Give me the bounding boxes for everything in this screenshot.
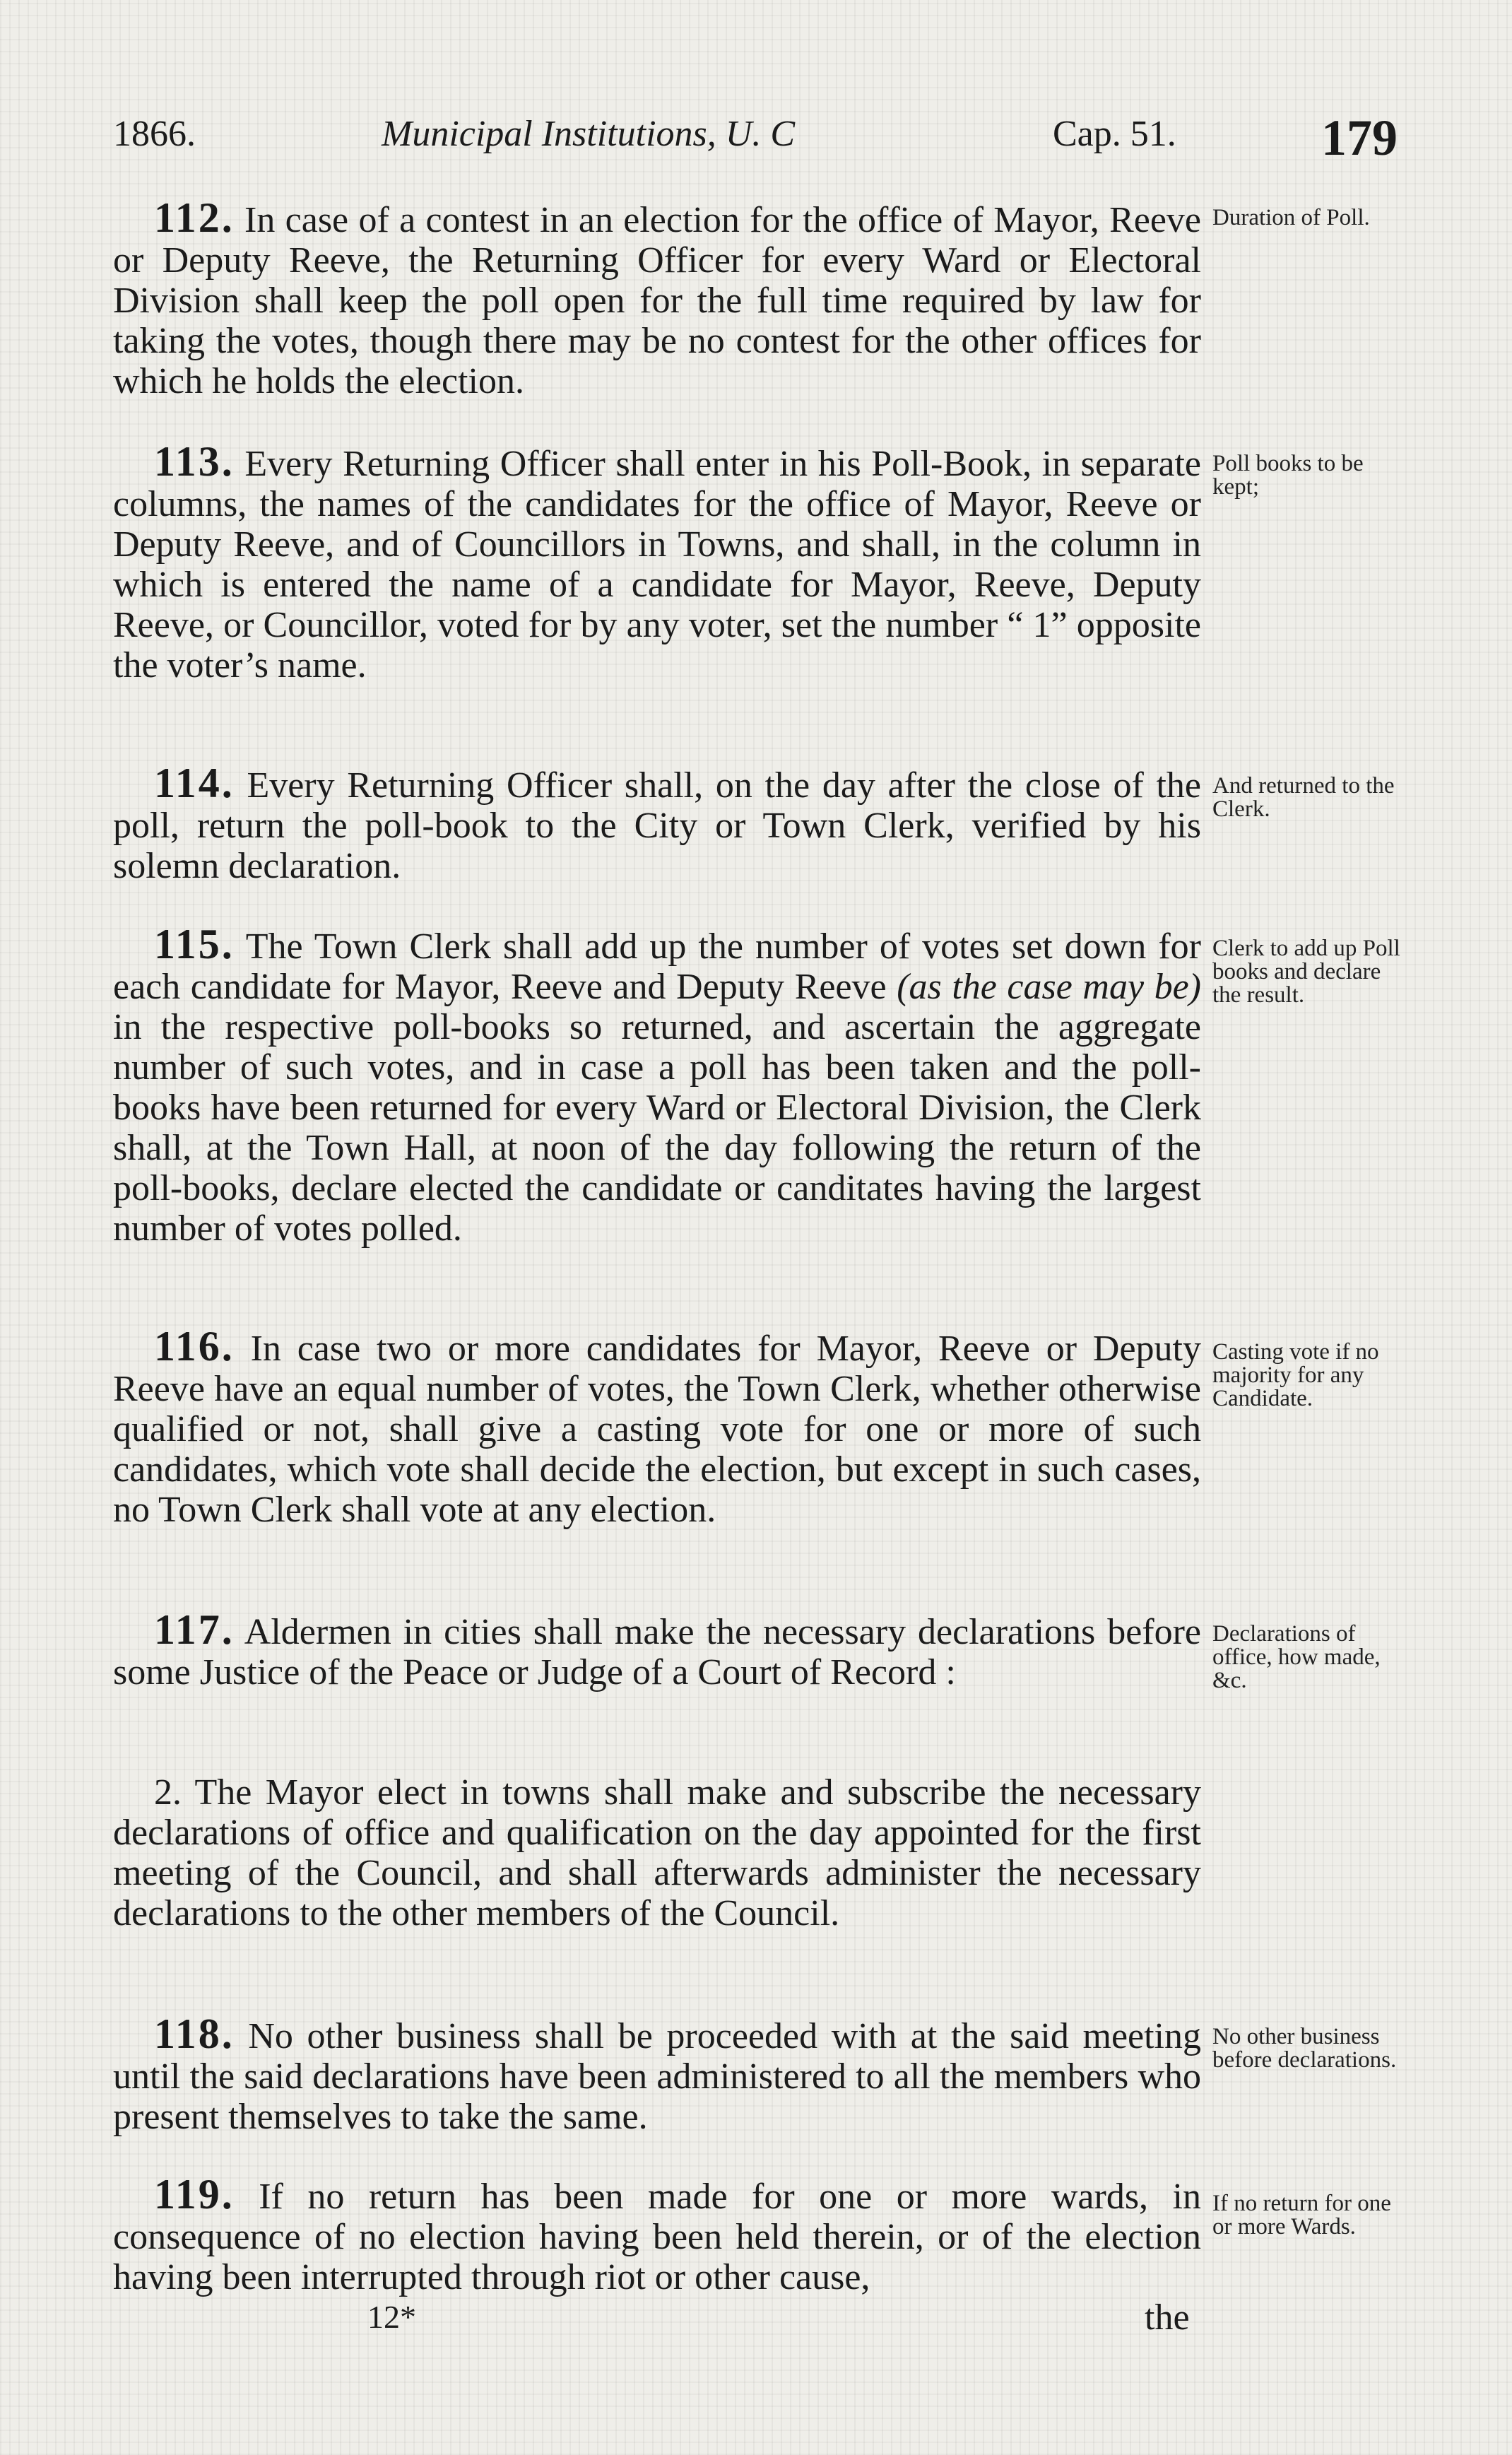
section-116 — [113, 1323, 1201, 1530]
header-title: Municipal Institutions, U. C — [382, 114, 795, 154]
section-number: 118. — [154, 2010, 235, 2057]
header-year: 1866. — [113, 114, 196, 154]
section-text: in the respective poll-books so returned, and ascertain the aggregate number of such votes, and in case a poll has been taken and the poll-books have been returned for every Ward or Electoral Division, the Clerk shall, at the Town Hall, at noon of the day following the return of the poll-books, declare elected the candidate or canditates having the largest number of votes polled. — [113, 1007, 1201, 1249]
signature-mark: 12* — [367, 2299, 416, 2335]
section-117 — [113, 1606, 1201, 1692]
page-number: 179 — [1321, 110, 1398, 166]
section-text: If no return has been made for one or more wards, in consequence of no election having been held therein, or of the election having been interrupted through riot or other cause, — [113, 2177, 1201, 2297]
margin-note-116: Casting vote if no majority for any Candidate. — [1212, 1339, 1379, 1411]
section-text: Every Returning Officer shall, on the day after the close of the poll, return the poll-book to the City or Town Clerk, verified by his solemn declaration. — [113, 765, 1202, 886]
margin-note-115: Clerk to add up Poll books and declare the result. — [1212, 936, 1400, 1008]
margin-note-119: If no return for one or more Wards. — [1212, 2191, 1391, 2239]
section-text: 2. The Mayor elect in towns shall make and subscribe the necessary declarations of office and qualification on the day appointed for the first meeting of the Council, and shall afterwards administer the necessary declarations to the other members of the Council. — [113, 1772, 1201, 1933]
section-text: In case two or more candidates for Mayor, Reeve or Deputy Reeve have an equal number of votes, the Town Clerk, whether otherwise qualified or not, shall give a casting vote for one or more of such candidates, which vote shall decide the election, but except in such cases, no Town Clerk shall vote at any election. — [113, 1329, 1201, 1530]
margin-note-114: And returned to the Clerk. — [1212, 773, 1395, 822]
margin-note-118: No other business before declarations. — [1212, 2024, 1397, 2073]
running-header — [113, 110, 1399, 170]
margin-note-112: Duration of Poll. — [1212, 205, 1370, 230]
section-number: 119. — [154, 2171, 235, 2218]
margin-note-113: Poll books to be kept; — [1212, 451, 1364, 500]
header-chapter: Cap. 51. — [1053, 114, 1176, 154]
catchword: the — [1145, 2297, 1190, 2338]
section-text: Aldermen in cities shall make the necessary declarations before some Justice of the Peace or Judge of a Court of Record : — [113, 1612, 1201, 1692]
section-115 — [113, 921, 1202, 1249]
section-text: In case of a contest in an election for the office of Mayor, Reeve or Deputy Reeve, the Returning Officer for every Ward or Electoral Division shall keep the poll open for the full time required by law for taking the votes, though there may be no contest for the other offices for which he holds the election. — [113, 200, 1202, 401]
section-number: 116. — [154, 1323, 235, 1370]
section-119 — [113, 2171, 1201, 2297]
section-117-subsection-2 — [113, 1772, 1201, 1933]
section-number: 115. — [154, 921, 235, 967]
section-number: 112. — [154, 194, 235, 241]
section-number: 114. — [154, 760, 235, 806]
section-text-italic: (as the case may be) — [897, 967, 1202, 1007]
margin-note-117: Declarations of office, how made, &c. — [1212, 1621, 1381, 1693]
section-113 — [113, 438, 1202, 685]
section-number: 113. — [154, 438, 235, 485]
section-114 — [113, 760, 1202, 886]
section-number: 117. — [154, 1606, 235, 1653]
section-text: No other business shall be proceeded with at the said meeting until the said declarations have been administered to all the members who present themselves to take the same. — [113, 2016, 1202, 2137]
section-text: Every Returning Officer shall enter in his Poll-Book, in separate columns, the names of the candidates for the office of Mayor, Reeve or Deputy Reeve, and of Councillors in Towns, and shall, in the column in which is entered the name of a candidate for Mayor, Reeve, Deputy Reeve, or Councillor, voted for by any voter, set the number “ 1” opposite the voter’s name. — [113, 444, 1202, 685]
section-text: The Town Clerk shall add up the number of votes set down for each candidate for Mayor, Reeve and Deputy Reeve — [113, 926, 1201, 1007]
section-112 — [113, 194, 1202, 401]
section-118 — [113, 2010, 1202, 2137]
